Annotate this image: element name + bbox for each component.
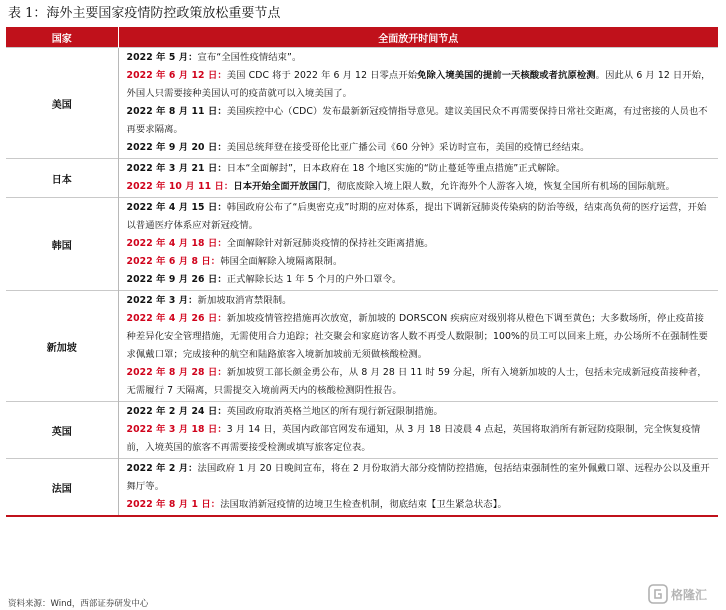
event-text: 英国政府取消英格兰地区的所有现行新冠限制措施。 xyxy=(226,406,443,417)
events-cell xyxy=(118,402,718,459)
event-item xyxy=(127,235,713,253)
event-item xyxy=(127,496,713,514)
events-cell xyxy=(118,291,718,402)
event-highlight: 免除入境美国的提前一天核酸或者抗原检测 xyxy=(417,70,596,81)
event-item xyxy=(127,310,713,364)
country-cell: 韩国 xyxy=(6,198,118,291)
event-item xyxy=(127,160,713,178)
event-date: 2022 年 4 月 26 日： xyxy=(126,313,227,324)
event-text: 。因此从 6 月 12 日开始，外国人只需要接种美国认可的疫苗就可以入境美国了。 xyxy=(126,70,711,99)
country-cell: 新加坡 xyxy=(6,291,118,402)
event-date: 2022 年 8 月 1 日： xyxy=(126,499,221,510)
event-date: 2022 年 3 月 18 日： xyxy=(126,424,227,435)
event-item xyxy=(127,460,713,496)
event-date: 2022 年 3 月： xyxy=(126,295,198,306)
event-date: 2022 年 4 月 18 日： xyxy=(126,238,227,249)
policy-table xyxy=(6,27,718,517)
event-date: 2022 年 8 月 11 日： xyxy=(126,106,227,117)
event-text: 美国 CDC 将于 2022 年 6 月 12 日零点开始 xyxy=(226,70,418,81)
event-item xyxy=(127,103,713,139)
event-date: 2022 年 9 月 20 日： xyxy=(126,142,227,153)
event-date: 2022 年 2 月 24 日： xyxy=(126,406,227,417)
event-text: 新加坡贸工部长颜金勇公布，从 8 月 28 日 11 时 59 分起，所有入境新加坡的人士，包括未完成新冠疫苗接种者，无需履行 7 天隔离，只需提交入境前两天内的核酸检测阴性报告。 xyxy=(126,367,707,396)
table-title: 表 1：海外主要国家疫情防控政策放松重要节点 xyxy=(8,6,281,21)
event-item xyxy=(127,139,713,157)
event-text: 美国疾控中心（CDC）发布最新新冠疫情指导意见。建议美国民众不再需要保持日常社交距离，有过密接的人员也不再要求隔离。 xyxy=(126,106,708,135)
event-text: 新加坡取消宵禁限制。 xyxy=(197,295,292,306)
event-text: 宣布“全国性疫情结束”。 xyxy=(197,52,302,63)
table-row xyxy=(6,48,718,159)
event-text: ，彻底废除入境上限人数，允许海外个人游客入境，恢复全国所有机场的国际航班。 xyxy=(327,181,675,192)
events-cell xyxy=(118,48,718,159)
event-item xyxy=(127,67,713,103)
event-text: 全面解除针对新冠肺炎疫情的保持社交距离措施。 xyxy=(226,238,434,249)
event-text: 韩国全面解除入境隔离限制。 xyxy=(220,256,343,267)
events-cell xyxy=(118,459,718,517)
gelonghui-logo-icon xyxy=(648,584,668,604)
event-date: 2022 年 10 月 11 日： xyxy=(126,181,234,192)
event-highlight: 日本开始全面开放国门 xyxy=(233,181,328,192)
event-text: 日本“全面解封”，日本政府在 18 个地区实施的“防止蔓延等重点措施”正式解除。 xyxy=(226,163,566,174)
source-note: 资料来源：Wind，西部证券研发中心 xyxy=(8,599,149,609)
event-text: 美国总统拜登在接受哥伦比亚广播公司《60 分钟》采访时宣布，美国的疫情已经结束。 xyxy=(226,142,590,153)
logo-text: 格隆汇 xyxy=(671,587,708,602)
table-row xyxy=(6,198,718,291)
watermark-logo xyxy=(648,583,716,605)
table-row xyxy=(6,402,718,459)
event-item xyxy=(127,421,713,457)
event-item xyxy=(127,364,713,400)
event-item xyxy=(127,253,713,271)
event-date: 2022 年 8 月 28 日： xyxy=(126,367,227,378)
event-date: 2022 年 6 月 12 日： xyxy=(126,70,227,81)
table-row xyxy=(6,291,718,402)
event-text: 韩国政府公布了“后奥密克戎”时期的应对体系，提出下调新冠肺炎传染病的防治等级，结束高负荷的医疗运营，开始以普通医疗体系应对新冠疫情。 xyxy=(126,202,707,231)
event-text: 3 月 14 日，英国内政部官网发布通知，从 3 月 18 日凌晨 4 点起，英国将取消所有新冠防疫限制，完全恢复疫情前，入境英国的旅客不再需要接受检测或填写旅客定位表。 xyxy=(126,424,701,453)
event-date: 2022 年 6 月 8 日： xyxy=(126,256,221,267)
event-item xyxy=(127,199,713,235)
country-cell: 日本 xyxy=(6,159,118,198)
table-row xyxy=(6,459,718,517)
table-header-row xyxy=(6,27,718,48)
country-cell: 英国 xyxy=(6,402,118,459)
event-date: 2022 年 4 月 15 日： xyxy=(126,202,227,213)
event-date: 2022 年 5 月： xyxy=(126,52,198,63)
event-text: 正式解除长达 1 年 5 个月的户外口罩令。 xyxy=(226,274,402,285)
event-text: 法国取消新冠疫情的边境卫生检查机制，彻底结束【卫生紧急状态】。 xyxy=(220,499,507,510)
event-item xyxy=(127,178,713,196)
events-cell xyxy=(118,159,718,198)
event-item xyxy=(127,403,713,421)
country-cell: 美国 xyxy=(6,48,118,159)
event-date: 2022 年 3 月 21 日： xyxy=(126,163,227,174)
event-item xyxy=(127,49,713,67)
country-cell: 法国 xyxy=(6,459,118,517)
event-item xyxy=(127,271,713,289)
header-events: 全面放开时间节点 xyxy=(118,27,718,48)
events-cell xyxy=(118,198,718,291)
event-text: 新加坡疫情管控措施再次放宽，新加坡的 DORSCON 疾病应对级别将从橙色下调至黄色；大多数场所，停止疫苗接种差异化安全管理措施，无需使用合力追踪；社交聚会和家庭访客人数不再受人数限制；100%的员工可以回来上班，办公场所不在强制性要求佩戴口罩；完成接种的航空和陆路旅客入境新加坡前无须做核酸检测。 xyxy=(126,313,708,360)
event-item xyxy=(127,292,713,310)
event-date: 2022 年 9 月 26 日： xyxy=(126,274,227,285)
table-row xyxy=(6,159,718,198)
event-text: 法国政府 1 月 20 日晚间宣布，将在 2 月份取消大部分疫情防控措施，包括结束强制性的室外佩戴口罩、远程办公以及重开舞厅等。 xyxy=(126,463,710,492)
event-date: 2022 年 2 月： xyxy=(126,463,198,474)
header-country: 国家 xyxy=(6,27,118,48)
